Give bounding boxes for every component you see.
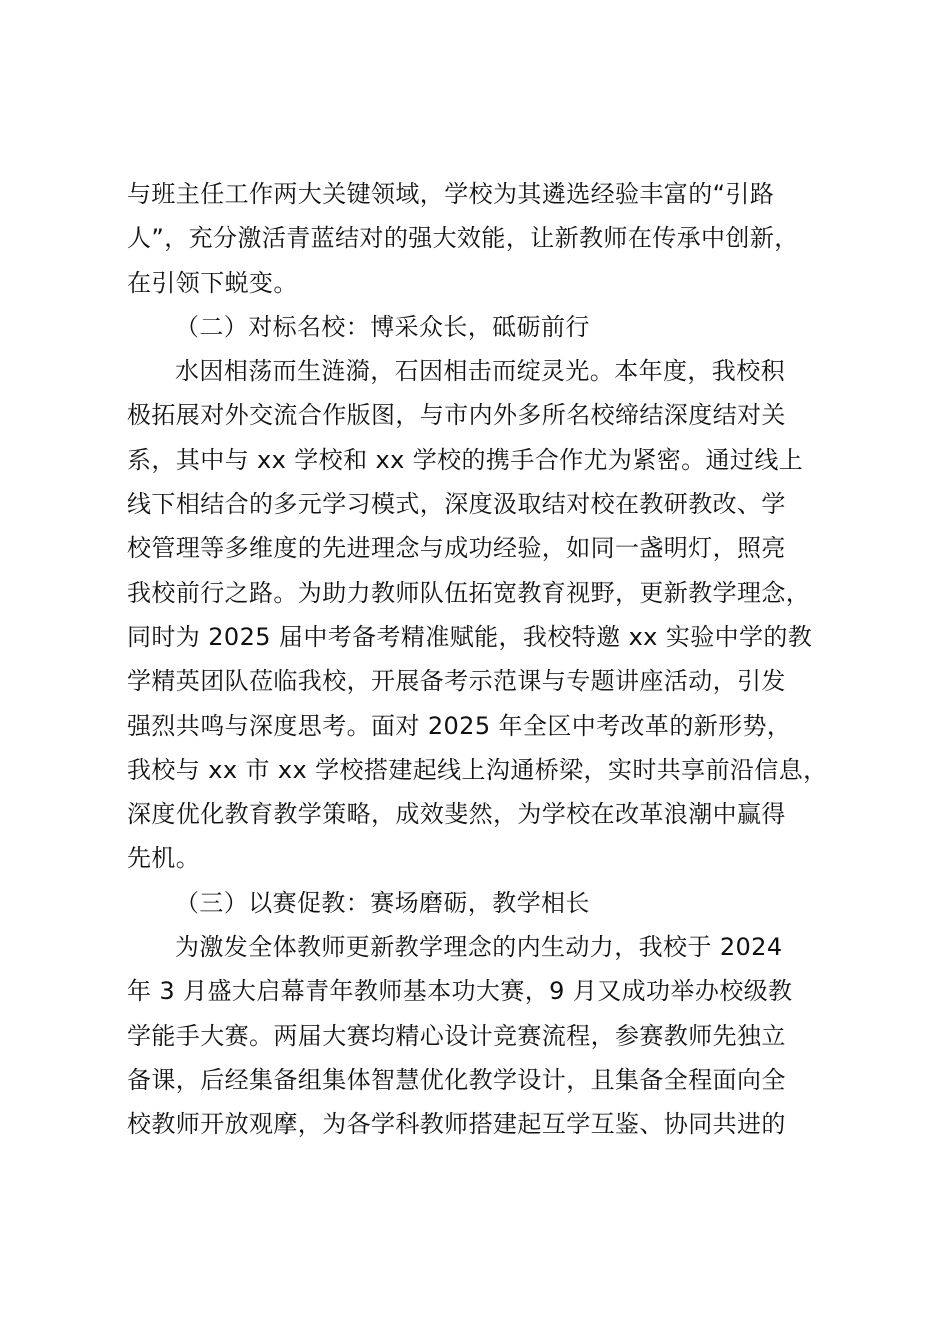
text-line: 我校前行之路。为助力教师队伍拓宽教育视野，更新教学理念，: [127, 578, 811, 607]
document-body: [127, 172, 862, 1147]
section-heading: （二）对标名校：博采众长，砥砺前行: [175, 312, 590, 341]
text-line: 学精英团队莅临我校，开展备考示范课与专题讲座活动，引发: [127, 667, 786, 696]
text-line: 学能手大赛。两届大赛均精心设计竞赛流程，参赛教师先独立: [127, 1021, 786, 1050]
text-line: 校教师开放观摩，为各学科教师搭建起互学互鉴、协同共进的: [127, 1110, 786, 1139]
text-line: 极拓展对外交流合作版图，与市内外多所名校缔结深度结对关: [127, 401, 786, 430]
text-line: 我校与 xx 市 xx 学校搭建起线上沟通桥梁，实时共享前沿信息，: [127, 755, 828, 784]
text-line: 校管理等多维度的先进理念与成功经验，如同一盏明灯，照亮: [127, 534, 786, 563]
text-line: 线下相结合的多元学习模式，深度汲取结对校在教研教改、学: [127, 490, 786, 519]
paragraph-first-line: 水因相荡而生涟漪，石因相击而绽灵光。本年度，我校积: [175, 357, 785, 386]
text-line: 备课，后经集备组集体智慧优化教学设计，且集备全程面向全: [127, 1065, 786, 1094]
text-line: 与班主任工作两大关键领域，学校为其遴选经验丰富的“引路: [127, 180, 775, 208]
text-line: 在引领下蜕变。: [127, 268, 298, 297]
text-line: 先机。: [127, 844, 201, 873]
text-line: 深度优化教育教学策略，成效斐然，为学校在改革浪潮中赢得: [127, 800, 786, 829]
paragraph-first-line: 为激发全体教师更新教学理念的内生动力，我校于 2024: [175, 933, 783, 962]
text-line: 同时为 2025 届中考备考精准赋能，我校特邀 xx 实验中学的教: [127, 622, 813, 651]
text-line: 人”，充分激活青蓝结对的强大效能，让新教师在传承中创新，: [127, 224, 799, 253]
section-heading: （三）以赛促教：赛场磨砺，教学相长: [175, 888, 590, 917]
text-line: 年 3 月盛大启幕青年教师基本功大赛，9 月又成功举办校级教: [127, 977, 793, 1006]
text-line: 强烈共鸣与深度思考。面对 2025 年全区中考改革的新形势，: [127, 711, 792, 740]
text-line: 系，其中与 xx 学校和 xx 学校的携手合作尤为紧密。通过线上: [127, 445, 804, 474]
